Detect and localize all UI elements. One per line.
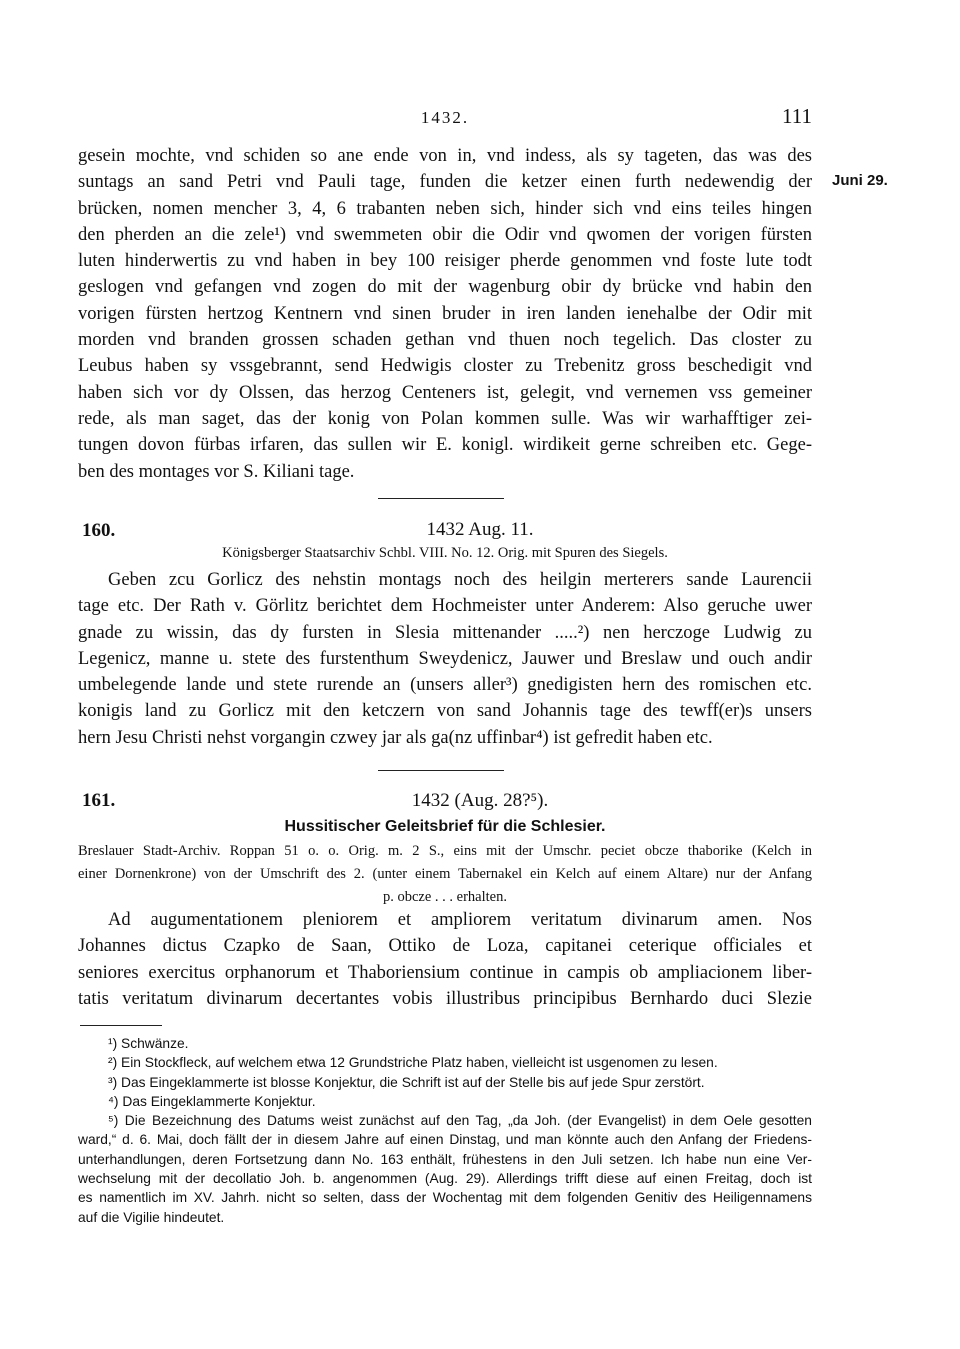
- source-line: p. obcze . . . erhalten.: [382, 889, 507, 905]
- document-date-161: 1432 (Aug. 28?⁵).: [411, 790, 549, 811]
- source-note-160: Königsberger Staatsarchiv Schbl. VIII. No. 12. Orig. mit Spuren des Siegels.: [222, 545, 668, 561]
- source-note-161: [78, 840, 812, 909]
- text-line: konigis land zu Gorlicz mit den ketczern von sand Johannis tage des tewff(er)s unsers: [78, 701, 812, 722]
- document-number-161: 161.: [82, 790, 116, 811]
- text-line: Leubus haben sy vssgebrannt, send Hedwigis closter zu Trebenitz gross beschedigit vnd: [78, 356, 812, 377]
- text-line: haben sich vor dy Olssen, das herzog Centeners ist, gelegit, vnd vernemen vss gemeiner: [78, 382, 812, 403]
- text-line: hern Jesu Christi nehst vorgangin czwey jar als ga(nz uffinbar⁴) ist gefredit haben etc.: [78, 727, 713, 748]
- text-line: tungen dovon fürbas irfaren, das sullen wir E. konigl. wirdikeit gerne schreiben etc. Gege-: [78, 435, 812, 456]
- footnote-5-cont: auf die Vigilie hindeutet.: [78, 1209, 225, 1225]
- text-line: vorigen fürsten hertzog Kentnern vnd sinen bruder in iren landen ienehalbe der Odir mit: [78, 303, 812, 324]
- source-line: Breslauer Stadt-Archiv. Roppan 51 o. o. Orig. m. 2 S., eins mit der Umschr. peciet obcze thaborike (Kelch in: [78, 843, 812, 859]
- text-line: luten hinderwertis zu vnd haben in bey 100 reisiger pherde genommen vnd foste lute todt: [78, 251, 812, 272]
- document-date-160: 1432 Aug. 11.: [426, 519, 534, 540]
- text-line: Geben zcu Gorlicz des nehstin montags noch des heilgin merterers sande Laurencii: [108, 570, 812, 590]
- text-line: tatis veritatum divinarum decertantes vobis illustribus principibus Bernhardo duci Slezie: [78, 988, 812, 1009]
- text-line: seniores exercitus orphanorum et Thaboriensium continue in campis ob ampliacionem liber-: [78, 962, 812, 983]
- footnote-5-cont: wechselung mit der decollatio Joh. b. angenommen (Aug. 29). Allerdings trifft diese auf einen Freitag, doch ist: [78, 1171, 812, 1187]
- text-line: Ad augumentationem pleniorem et ampliorem veritatum divinarum amen. Nos: [108, 910, 812, 930]
- text-line: Legenicz, manne u. stete des furstenthum Sweydenicz, Jauwer und Breslaw und ouch andir: [78, 648, 812, 669]
- running-header: [78, 104, 812, 132]
- text-line: tage etc. Der Rath v. Görlitz berichtet dem Hochmeister unter Anderem: Also geruche uwer: [78, 596, 812, 617]
- text-line: morden vnd branden grossen schaden gethan vnd thuen noch tegelich. Das closter zu: [78, 330, 812, 351]
- footnote-5: ⁵) Die Bezeichnung des Datums weist zunächst auf den Tag, „da Joh. (der Evangelist) in dem Oele gesotten: [108, 1113, 812, 1129]
- text-line: umbelegende lande und stete rurende an (unsers aller³) gnedigisten hern des romischen etc.: [78, 675, 812, 696]
- footnote-4: ⁴) Das Eingeklammerte Konjektur.: [108, 1093, 316, 1109]
- footnote-3: ³) Das Eingeklammerte ist blosse Konjektur, die Schrift ist auf der Stelle bis auf jede Spur zerstört.: [108, 1074, 705, 1090]
- header-year: 1432.: [420, 108, 470, 127]
- text-line: rede, als man saget, das der konig von Polan kommen sulle. Was wir warhafftiger zei-: [78, 408, 812, 429]
- footnote-2: ²) Ein Stockfleck, auf welchem etwa 12 Grundstriche Platz haben, vielleicht ist usgenomen zu lesen.: [108, 1055, 718, 1071]
- text-line: geslogen vnd gefangen vnd zogen do mit der wagenburg obir dy brücke vnd habin den: [78, 277, 812, 298]
- page-number: 111: [782, 104, 812, 128]
- section-divider: [378, 498, 504, 499]
- source-line: einer Dornenkrone) von der Umschrift des 2. (unter einem Tabernakel ein Kelch auf einem Altare) nur der Anfang: [78, 866, 812, 882]
- footnote-5-cont: unterhandlungen, deren Fortsetzung dann No. 163 enthält, frühestens in den Juli setzen. Ich habe nun eine Ver-: [78, 1151, 812, 1167]
- text-line: brücken, nomen mencher 3, 4, 6 trabanten neben sich, hinder sich vnd eins teiles hingen: [78, 198, 812, 219]
- text-line: gesein mochte, vnd schiden so ane ende von in, vnd indess, als sy tageten, das was des: [78, 146, 812, 166]
- footnote-5-cont: ward,“ d. 6. Mai, doch fällt der in diesem Jahre auf einen Dinstag, und man könnte auch den Anfang der Friedens-: [78, 1132, 812, 1148]
- footnote-1: ¹) Schwänze.: [108, 1036, 189, 1051]
- document-text-161: [78, 907, 812, 1012]
- document-title-161: Hussitischer Geleitsbrief für die Schlesier.: [284, 818, 606, 835]
- footnote-divider: [80, 1025, 162, 1026]
- document-text-160: [78, 567, 812, 751]
- text-line: gnade zu wissin, das dy fursten in Slesia mittenander .....²) nen herczoge Ludwig zu: [78, 622, 812, 643]
- footnote-5-cont: es namentlich im XV. Jahrh. nicht so selten, dass der Wochentag mit dem folgenden Genitiv des Heiligennamens: [78, 1190, 812, 1206]
- text-line: ben des montages vor S. Kiliani tage.: [78, 461, 355, 482]
- document-number-160: 160.: [82, 520, 116, 541]
- text-line: den pherden an die zele¹) vnd swemmeten obir die Odir vnd qwomen der vorigen fürsten: [78, 224, 812, 245]
- text-line: suntags an sand Petri vnd Pauli tage, funden die ketzer einen furth nedewendig der: [78, 172, 812, 193]
- text-line: Johannes dictus Czapko de Saan, Ottiko de Loza, capitanei ceterique officiales et: [78, 936, 812, 957]
- paragraph-continuation: [78, 143, 812, 485]
- margin-date-note: Juni 29.: [832, 172, 888, 189]
- section-divider: [378, 770, 504, 771]
- footnotes: [78, 1034, 812, 1227]
